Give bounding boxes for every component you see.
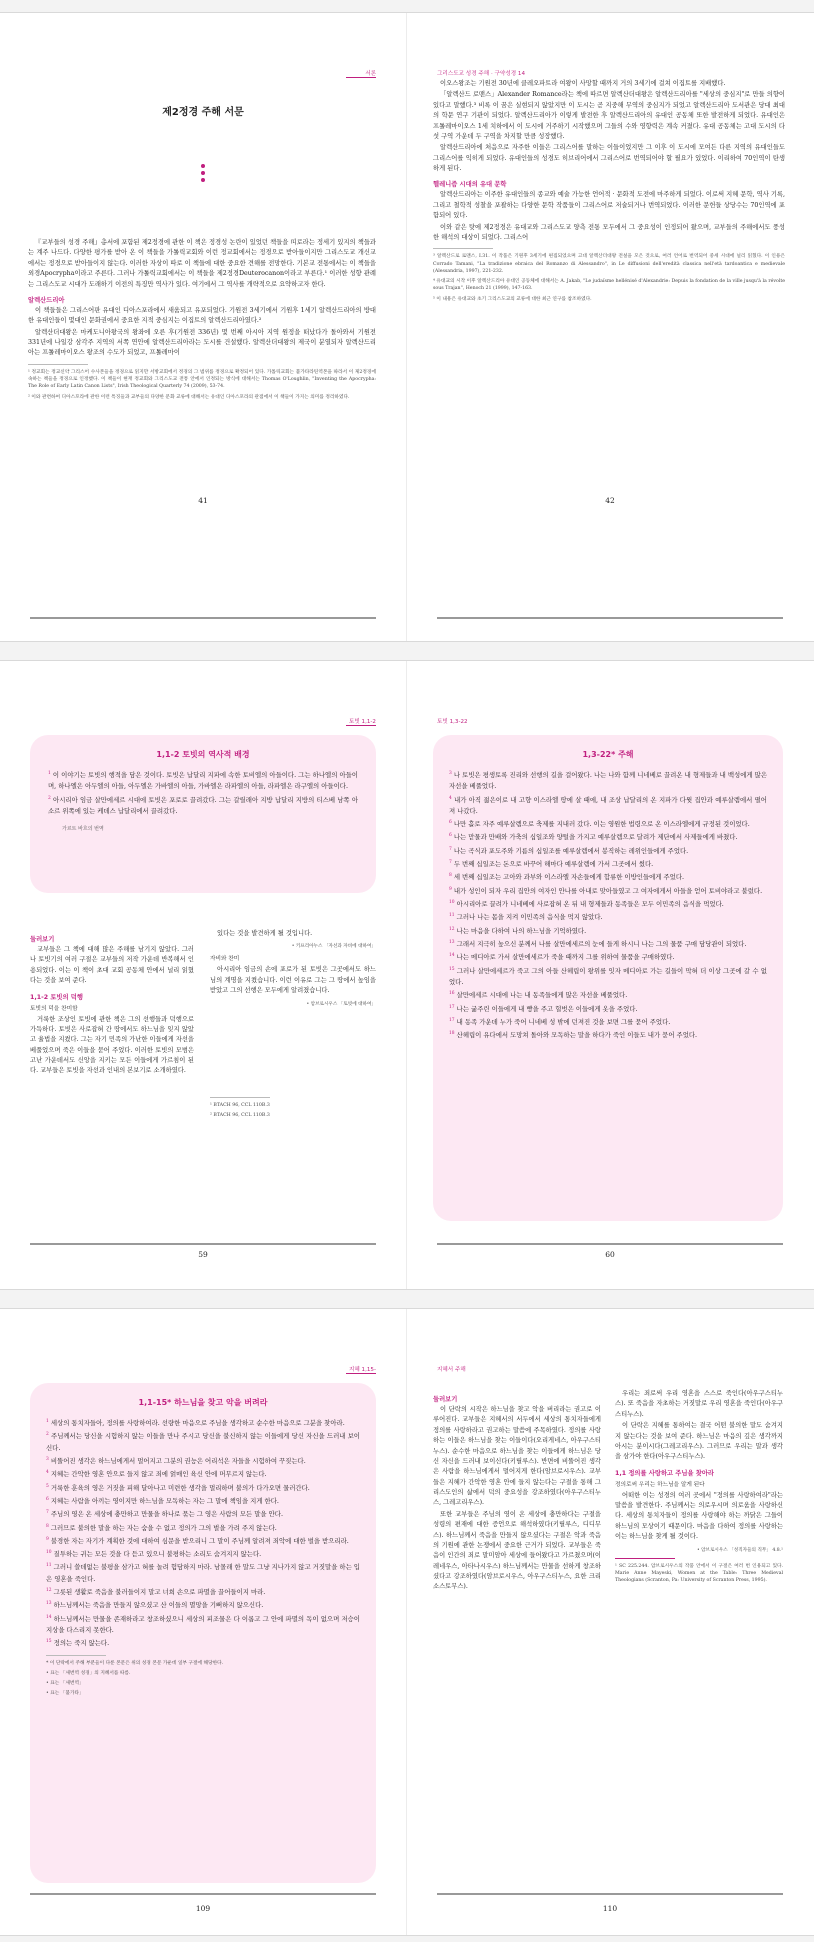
page-41: [0, 13, 406, 641]
sub-heading: 자비와 찬미: [210, 956, 240, 963]
paragraph: 이오스왕조는 기원전 30년에 클레오파트라 여왕이 사망할 때까지 거의 3세기에 걸쳐 이집트를 지배했다.: [440, 80, 726, 87]
verse: $^{10}$ 아시리아로 끌려가 니네베에 사로잡혀 온 뒤 내 형제들과 동족들은 모두 이민족의 음식을 먹었다.: [449, 900, 724, 909]
page-42: [407, 13, 813, 641]
footnote: ⁵ 이 내용은 유대교와 초기 그리스도교의 교류에 대한 최근 연구를 참조하였다.: [433, 296, 592, 302]
scripture-box: [433, 735, 783, 1221]
spread-3: [0, 1308, 814, 1936]
running-header: 서론: [365, 71, 376, 77]
verse: $^{14}$ 나는 메디아로 가서 살만에세르가 죽을 때까지 그를 위하여 물품을 구매하였다.: [449, 953, 675, 962]
verse: $^6$ 나는 맏물과 만배와 가축의 십일조와 양털을 가지고 예루살렘으로 달려가 제단에서 사제들에게 바쳤다.: [449, 833, 738, 842]
box-title: 1,3-22* 주해: [582, 750, 634, 759]
verse: $^{12}$ 그릇된 생활로 죽음을 불러들이지 말고 너희 손으로 파멸을 끌어들이지 마라.: [46, 1588, 266, 1597]
paragraph: 어떠한 이는 성경의 여러 곳에서 "정의를 사랑하여라"라는 말씀을 발견한다. 주님께서는 의로우시며 의로움을 사랑하신다. 세상의 통치자들이 정의를 사랑해야 하는 까닭은 그들이 하느님의 모상이기 때문이다. 마음을 다하여 정의를 사랑하는 이는 하느님을 찾게 될 것이다.: [615, 1491, 783, 1541]
verse: $^{11}$ 그러나 나는 몸을 지켜 이민족의 음식을 먹지 않았다.: [449, 913, 603, 922]
paragraph: 알렉산드리아에 처음으로 자주한 이들은 그리스어를 말하는 이들이었지만 그 이후 이 도시에 모여든 다른 지역의 유대인들도 그리스어를 익히게 되었다. 유대인들의 성경도 히브리어에서 그리스어로 번역되어야 할 필요가 있었다. 이리하여 70인역이 탄생하게 된다.: [433, 144, 785, 172]
verse: $^{15}$ 그러나 살만에세르가 죽고 그의 아들 산헤립이 왕위를 잇자 메디아로 가는 길들이 막혀 더 이상 그곳에 갈 수 없었다.: [449, 966, 767, 986]
verse: $^4$ 내가 아직 젊은이로 내 고향 이스라엘 땅에 살 때에, 내 조상 납달리의 온 지파가 다윗 집안과 예루살렘에서 떨어져 나갔다.: [449, 795, 767, 815]
verse: $^1$ 세상의 통치자들아, 정의를 사랑하여라. 선량한 마음으로 주님을 생각하고 순수한 마음으로 그분을 찾아라.: [46, 1419, 345, 1428]
section-heading: 헬레니즘 시대의 유대 문학: [433, 181, 507, 189]
paragraph: 이 책들들은 그리스어판 유대인 디아스포라에서 새움되고 유포되었다. 기원전 3세기에서 기원후 1세기 알렉산드리아의 방대한 유대인들이 몇대인 문화권에서 중요한 지적 중심지는 이집트의 알렉산드리아였다.²: [28, 306, 376, 325]
paragraph: 우리는 죄로써 우리 영혼을 스스로 죽인다(아우구스티누스). 또 죽음을 자초하는 거짓말로 우리 영혼을 죽인다(아우구스티누스).: [615, 1390, 783, 1418]
page-number: 59: [198, 1250, 208, 1259]
bottom-bar: [437, 1893, 783, 1895]
sub-heading: 토빗의 덕을 찬미함: [30, 1005, 78, 1012]
paragraph: 「알렉산드 로맨스」Alexander Romance라는 책에 따르면 알렉산더대왕은 알렉산드리아를 "세상의 중심지"로 만들 의향이 있다고 말했다.³ 비록 이 꿈은 실현되지 않았지만 이 도시는 곧 지중해 무역의 중심지가 되었고 알렉산드리아 도서관은 당대 최대의 학문 연구 기관이 되었다. 알렉산드리아가 이렇게 발전한 후 알렉산드리아의 유대인 공동체 또한 발전하게 되었다. 유대인은 프톨레마이오스 1세 치하에서 이 도시에 거주하기 시작했으며 그들의 수와 영향력은 계속 커졌다. 유대 공동체는 고대 도시의 다섯 구역 가운데 두 구역을 차지할 만큼 성장했다.: [433, 91, 785, 140]
scripture-box: [30, 1383, 376, 1883]
header-rule: [346, 725, 376, 726]
section-heading: 알렉산드리아: [28, 296, 65, 304]
page-110: [407, 1309, 813, 1935]
paragraph: 또한 교부들은 주님의 영이 온 세상에 충만하다는 구절을 성령의 편재에 대한 증언으로 해석하였다(키릴루스, 디디무스). 하느님께서 죽음을 만들지 않으셨다는 구절은 악과 죽음의 기원에 관한 논쟁에서 중요한 근거가 되었다. 교부들은 죽음이 인간의 죄로 말미암아 세상에 들어왔다고 가르쳤으며(이레네우스, 아타나시우스) 하느님께서는 만물을 선하게 창조하셨다고 강조하였다(암브로시우스, 아우구스티누스, 요한 크리소스토무스).: [433, 1510, 601, 1591]
scripture-box: [30, 735, 376, 893]
box-note: • 표는 「불가타」: [46, 1691, 84, 1697]
section-heading: 1,1-2 토빗의 덕행: [30, 993, 83, 1001]
section-heading: 둘러보기: [30, 936, 55, 943]
page-60: [407, 661, 813, 1289]
source-citation: • 암브로시우스 「토빗에 대하여」: [306, 1001, 376, 1007]
source-citation: • 키프리아누스 「자선과 자비에 대하여」: [291, 944, 376, 950]
bottom-bar: [30, 1893, 376, 1895]
verse: $^3$ 나 토빗은 평생토록 진리와 선행의 길을 걸어왔다. 나는 나와 함께 니네베로 끌려온 내 형제들과 내 백성에게 많은 자선을 베풀었다.: [449, 771, 767, 791]
paragraph: 있다는 것을 발견하게 될 것입니다.: [217, 930, 313, 937]
box-note: 가르트 바흐의 번역: [62, 826, 104, 833]
section-heading: 둘러보기: [433, 1396, 458, 1403]
verse: $^6$ 지혜는 사람을 아끼는 영이지만 하느님을 모독하는 자는 그 말에 책임을 지게 한다.: [46, 1496, 279, 1505]
verse: $^2$ 주님께서는 당신을 시험하지 않는 이들을 만나 주시고 당신을 불신하지 않는 이들에게 당신 자신을 드러내 보이신다.: [46, 1432, 360, 1452]
bottom-bar: [30, 617, 376, 619]
page-109: [0, 1309, 406, 1935]
source-citation: • 암브로시우스 「성직자들의 직무」 4.8.¹: [696, 1547, 783, 1553]
footnote: ¹ SC 225.244. 암브로시우스의 작품 안에서 이 구절은 여러 번 인용되고 있다. Marie Anne Mayeski, Women at the Table: Three Medieval Theologians (Scranton, Pa: University of Scranton Press, 1995).: [615, 1563, 783, 1584]
paragraph: 이 단락은 지혜를 통하여는 결국 어떤 불의한 말도 숨겨지지 않는다는 것을 보여 준다. 하느님은 마음의 깊은 생각까지 아시는 분이시다(그레고리우스). 그러므로 우리는 말과 생각을 삼가야 한다(아우구스티누스).: [615, 1422, 783, 1461]
running-header: 토빗 1,1-2: [348, 719, 376, 725]
verse: $^{16}$ 살만에세르 시대에 나는 내 동족들에게 많은 자선을 베풀었다.: [449, 991, 628, 1000]
box-note: * 이 단락에서 주해 부분들이 다룬 본문은 위의 성경 본문 가운데 일부 구절에 해당한다.: [46, 1660, 224, 1666]
verse: $^3$ 비뚤어진 생각은 하느님에게서 멀어지고 그분의 권능은 어리석은 자들을 시험하여 꾸짖는다.: [46, 1456, 306, 1465]
sub-heading: 정의로써 우리는 하느님을 알게 된다: [615, 1481, 705, 1488]
ornament: [0, 164, 406, 182]
verse: $^{14}$ 하느님께서는 만물을 존재하라고 창조하셨으니 세상의 피조물은 다 이롭고 그 안에 파멸의 독이 없으며 저승이 지상을 다스리지 못한다.: [46, 1614, 360, 1634]
page-number: 109: [195, 1904, 211, 1913]
running-header: 지혜 1,15-: [348, 1367, 376, 1373]
footnote: ⁴ 유대교의 시작 이후 알렉산드리아 유대인 공동체에 대해서는 A. Jakab, "Le judaïsme hellénisé d'Alexandrie: Depuis la fondation de la ville jusqu'à la révolte sous Trajan", Henoch 21 (1999), 147-163.: [433, 279, 785, 292]
verse: $^{15}$ 정의는 죽지 않는다.: [46, 1639, 110, 1648]
footnote: ² BTACH 96, CCL 110B.3: [210, 1112, 270, 1118]
verse: $^2$ 아시리아 임금 살만에세르 시대에 토빗은 포로로 끌려갔다. 그는 갈릴래아 지방 납달리 지방의 티스베 남쪽 아소르 위쪽에 있는 케데스 납달리에서 끌려갔다.: [48, 795, 358, 815]
header-rule: [346, 1373, 376, 1374]
verse: $^{10}$ 질투하는 귀는 모든 것을 다 듣고 있으니 불평하는 소리도 숨겨지지 않는다.: [46, 1550, 262, 1559]
verse: $^7$ 나는 곡식과 포도주와 기름의 십일조를 예루살렘에서 봉직하는 레위인들에게 주었다.: [449, 846, 689, 855]
section-heading: 1,1 정의를 사랑하고 주님을 찾아라: [615, 1469, 714, 1477]
verse: $^9$ 내가 성인이 되자 우리 집안의 여자인 안나를 아내로 맞아들였고 그 여자에게서 아들을 얻어 토비야라고 불렀다.: [449, 886, 763, 895]
footnote: ³ 알렉산드로 로맨스, I.31. 이 작품은 기원후 3세기에 편집되었으며 고대 알렉산더대왕 전설을 모은 것으로, 여러 언어로 번역되어 중세 시대에 널리 읽혔다. 이 인용은 Corrado Tamani, "La tradizione ebraica del Romanzo di Alessandro", in Le diffusioni dell'eredità classica nell'età tardoantica e medievale (Alessandria, 1997), 221-232.: [433, 254, 785, 274]
spread-2: [0, 660, 814, 1290]
running-header: 그리스도교 성경 주해 · 구약성경 14: [437, 71, 526, 77]
verse: $^7$ 주님의 영은 온 세상에 충만하고 만물을 하나로 묶는 그 영은 사람의 모든 말을 안다.: [46, 1510, 284, 1519]
verse: $^{17}$ 내 동족 가운데 누가 죽어 니네베 성 밖에 던져진 것을 보면 그를 묻어 주었다.: [449, 1017, 671, 1026]
verse: $^{18}$ 산헤립이 유다에서 도망쳐 돌아와 모독하는 말을 하다가 죽인 이들도 내가 묻어 주었다.: [449, 1031, 698, 1040]
paragraph: 아시리아 임금의 손에 포로가 된 토빗은 그곳에서도 하느님의 계명을 지켰습니다. 이런 이유로 그는 그 땅에서 높임을 받았고 그의 선행은 모두에게 알려졌습니다.: [210, 966, 376, 995]
spread-1: [0, 12, 814, 642]
box-title: 1,1-15* 하느님을 찾고 악을 버려라: [138, 1398, 268, 1407]
verse: $^8$ 그러므로 불의한 말을 하는 자는 숨을 수 없고 정의가 그의 벌을 가려 주지 않는다.: [46, 1523, 277, 1532]
page-number: 42: [605, 496, 615, 505]
paragraph: 알렉산드리아는 이주한 유대인들의 종교와 예술 가능한 언어적 · 문화적 도전에 마주하게 되었다. 이로써 지혜 문학, 역사 기록, 그리고 철학적 성찰을 포괄하는 다양한 문학 작품들이 그리스어로 저술되거나 번역되었다. 이러한 문헌들 상당수는 70인역에 포함되어 있다.: [433, 191, 785, 220]
box-note: • 표는 「새번역 성경」의 지혜서를 따름.: [46, 1670, 131, 1676]
box-title: 1,1-2 토빗의 역사적 배경: [156, 750, 250, 759]
verse: $^{12}$ 나는 마음을 다하여 나의 하느님을 기억하였다.: [449, 926, 587, 935]
paragraph: 이와 같은 탓에 제2정경은 유대교와 그리스도교 양측 전통 모두에서 그 중요성이 인정되어 왔으며, 교부들의 주해에서도 풍성한 해석의 대상이 되었다. 그리스어: [433, 223, 785, 241]
verse: $^{13}$ 하느님께서는 죽음을 만들지 않으셨고 산 이들의 멸망을 기뻐하지 않으신다.: [46, 1601, 264, 1610]
verse: $^9$ 불경한 자는 자기가 계획한 것에 대하여 심문을 받으리니 그 말이 주님께 알려져 죄악에 대한 벌을 받으리라.: [46, 1536, 349, 1545]
box-note: • 표는 「새번역」: [46, 1681, 84, 1687]
footnote: ¹ BTACH 96, CCL 110B.3: [210, 1102, 270, 1108]
bottom-bar: [30, 1243, 376, 1245]
verse: $^5$ 거룩한 훈육의 영은 거짓을 피해 달아나고 미련한 생각을 멀리하며 불의가 다가오면 물러간다.: [46, 1483, 310, 1492]
verse: $^{11}$ 그러니 쓸데없는 불평을 삼가고 혀를 놀려 험담하지 마라. 남몰래 한 말도 그냥 지나가지 않고 거짓말을 하는 입은 영혼을 죽인다.: [46, 1563, 360, 1583]
verse: $^1$ 이 이야기는 토빗의 행적을 담은 것이다. 토빗은 납달리 지파에 속한 토비엘의 아들이다. 그는 하나엘의 아들이며, 하나엘은 아두엘의 아들, 아두엘은 가바엘의 아들, 가바엘은 라파엘의 아들, 라파엘은 라구엘의 아들이다.: [48, 771, 358, 791]
verse: $^6$ 나만 홀로 자주 예루살렘으로 축제를 지내러 갔다. 이는 영원한 법령으로 온 이스라엘에게 규정된 것이었다.: [449, 820, 750, 829]
running-header: 토빗 1,3-22: [437, 719, 468, 725]
footnote: ² 이와 관련하여 디아스포라에 관한 이런 특징들과 교부들의 다양한 문화 교류에 대해서는 유대인 디아스포라의 관점에서 이 책들이 가지는 의미를 정리하였다.: [28, 394, 350, 400]
verse: $^4$ 지혜는 간악한 영혼 안으로 들지 않고 죄에 얽매인 육신 안에 머무르지 않는다.: [46, 1470, 267, 1479]
paragraph: 교부들은 그 책에 대해 많은 주해를 남기지 않았다. 그러나 토빗기의 여러 구절은 교부들의 저작 가운데 반복해서 인용되었다. 이는 이 책이 초대 교회 공동체 안에서 널리 읽혔다는 것을 보여 준다.: [30, 946, 194, 985]
verse: $^8$ 세 번째 십일조는 고아와 과부와 이스라엘 자손들에게 합류한 이방인들에게 주었다.: [449, 873, 685, 882]
header-rule: [346, 77, 376, 78]
paragraph: 거룩한 조상인 토빗에 관한 책은 그의 선행들과 덕행으로 가득하다. 토빗은 사로잡혀 간 땅에서도 하느님을 잊지 않았고 율법을 지켰다. 그는 자기 민족의 가난한 이들에게 자선을 베풀었으며 죽은 이들을 묻어 주었다. 이러한 토빗의 모범은 고난 가운데서도 신앙을 지키는 모든 이들에게 가르침이 된다. 교부들은 토빗을 자선과 인내의 본보기로 소개하였다.: [30, 1015, 195, 1075]
verse: $^{13}$ 그래서 지극히 높으신 분께서 나를 살만에세르의 눈에 들게 하시니 나는 그의 물품 구매 담당관이 되었다.: [449, 940, 747, 949]
bottom-bar: [437, 617, 783, 619]
paragraph: 알렉산더대왕은 마케도니아왕국의 왕좌에 오른 후(기원전 336년) 몇 번째 아시아 지역 원정을 떠났다가 돌아와서 기원전 331년에 나일강 삼각주 지역의 서쪽 연안에 알렉산드리아라는 도시를 건설했다. 알렉산더대왕의 제국이 분열되자 알렉산드리아는 프톨레마이오스 왕조의 수도가 되었고, 프톨레마이: [28, 328, 376, 357]
page-59: [0, 661, 406, 1289]
intro-paragraph: 『교부들의 성경 주해』총서에 포함된 제2정경에 관한 이 책은 정경성 논란이 있었던 책들을 띠로라는 정세기 있지의 책들과는 계주 나드다. 다양한 평가를 받아 온 이 책들을 가톨릭교회와 이런 정교회에서는 정경으로 받아들이지만 그리스도교 개신교에서는 정경으로 받아들이지 않는다. 이러한 자상이 따로 이 책들에 대한 중요한 견해를 전망한다. 기본교 전통에서는 이 책들을 외경Apocrypha이라고 주른다. 그러나 가톨릭교회에서는 이 책들을 제2정경Deuterocanon이라고 부른다.¹ 이러한 성향 관례는 그리스도교 시대가 도래하기 이전의 특징만 역사가 있다. 여기에서 그 역사를 개략적으로 요약하고자 한다.: [28, 239, 376, 288]
page-number: 60: [605, 1250, 615, 1259]
page-number: 41: [198, 496, 208, 505]
running-header: 지혜서 주해: [437, 1367, 466, 1373]
chapter-title: 제2정경 주해 서문: [162, 107, 244, 118]
verse: $^7$ 두 번째 십일조는 돈으로 바꾸어 해마다 예루살렘에 가서 그곳에서 썼다.: [449, 860, 654, 869]
page-number: 110: [602, 1904, 618, 1913]
bottom-bar: [437, 1243, 783, 1245]
verse: $^{17}$ 나는 굶주린 이들에게 내 빵을 주고 헐벗은 이들에게 옷을 주었다.: [449, 1004, 638, 1013]
paragraph: 이 단락의 시작은 하느님을 찾고 악을 버리라는 권고로 이루어진다. 교부들은 지혜서의 서두에서 세상의 통치자들에게 정의를 사랑하라고 권고하는 말씀에 주목하였다. 정의를 사랑하는 이들은 하느님을 찾는 이들이다(오리게네스, 아우구스티누스). 순수한 마음으로 하느님을 찾는 이들에게 하느님은 당신 자신을 드러내 보이신다(키릴루스). 반면에 비뚤어진 생각은 사람을 하느님에게서 멀어지게 한다(암브로시우스). 교부들은 지혜가 간악한 영혼 안에 들지 않는다는 구절을 통해 그리스도인의 삶에서 덕의 중요성을 강조하였다(아우구스티누스, 그레고리우스).: [433, 1406, 601, 1507]
footnote: ¹ 정교회는 정교신약 그리스어 수사본들을 정경으로 읽지만 서방교회에서 정경의 그 범위를 정경으로 확정되어 있다. 가톨릭교회는 불가타라틴역본을 따라서 이 제2정경에 속하는 책들을 정경으로 인정했다. 이 책들이 현재 정교회와 그리스도교 전통 안에서 인정되는 방식에 대해서는 Thomas O'Loughlin, "Inventing the Apocrypha: The Role of Early Latin Canon Lists", Irish Theological Quarterly 74 (2009), 53-74.: [28, 369, 376, 390]
